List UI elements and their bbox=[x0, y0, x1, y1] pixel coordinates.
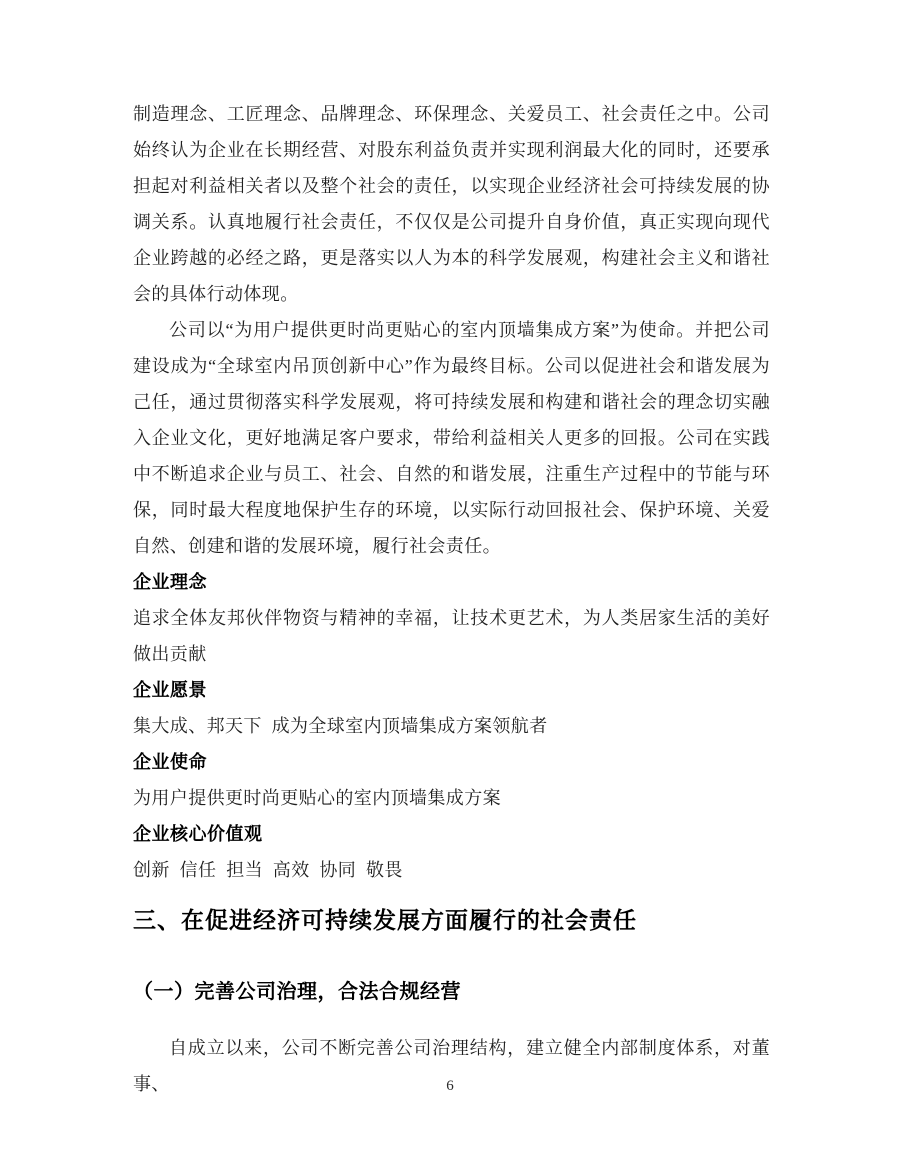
section-label-mission: 企业使命 bbox=[133, 752, 207, 772]
section-mission bbox=[133, 744, 770, 816]
paragraph-mission: 公司以“为用户提供更时尚更贴心的室内顶墙集成方案”为使命。并把公司建设成为“全球室内吊顶创新中心”作为最终目标。公司以促进社会和谐发展为己任，通过贯彻落实科学发展观，将可持续发展和构建和谐社会的理念切实融入企业文化，更好地满足客户要求，带给利益相关人更多的回报。公司在实践中不断追求企业与员工、社会、自然的和谐发展，注重生产过程中的节能与环保，同时最大程度地保护生存的环境，以实际行动回报社会、保护环境、关爱自然、创建和谐的发展环境，履行社会责任。 bbox=[133, 320, 770, 556]
chapter-heading: 三、在促进经济可持续发展方面履行的社会责任 bbox=[133, 907, 637, 933]
section-values bbox=[133, 816, 770, 888]
section-label-vision: 企业愿景 bbox=[133, 680, 207, 700]
section-label-values: 企业核心价值观 bbox=[133, 824, 263, 844]
section-text-values: 创新 信任 担当 高效 协同 敬畏 bbox=[133, 860, 403, 880]
page-number: 6 bbox=[446, 1078, 454, 1094]
paragraph-responsibility: 制造理念、工匠理念、品牌理念、环保理念、关爱员工、社会责任之中。公司始终认为企业在长期经营、对股东利益负责并实现利润最大化的同时，还要承担起对利益相关者以及整个社会的责任，以实现企业经济社会可持续发展的协调关系。认真地履行社会责任，不仅仅是公司提升自身价值，真正实现向现代企业跨越的必经之路，更是落实以人为本的科学发展观，构建社会主义和谐社会的具体行动体现。 bbox=[133, 104, 770, 304]
section-text-vision: 集大成、邦天下 成为全球室内顶墙集成方案领航者 bbox=[133, 716, 548, 736]
section-label-philosophy: 企业理念 bbox=[133, 572, 207, 592]
section-text-philosophy: 追求全体友邦伙伴物资与精神的幸福，让技术更艺术，为人类居家生活的美好做出贡献 bbox=[133, 608, 770, 664]
paragraph-governance: 自成立以来，公司不断完善公司治理结构，建立健全内部制度体系，对董事、 bbox=[133, 1038, 770, 1094]
page-content bbox=[133, 96, 770, 1102]
section-text-mission: 为用户提供更时尚更贴心的室内顶墙集成方案 bbox=[133, 788, 501, 808]
section-vision bbox=[133, 672, 770, 744]
section-philosophy bbox=[133, 564, 770, 672]
section-heading: （一）完善公司治理，合法合规经营 bbox=[133, 981, 461, 1003]
